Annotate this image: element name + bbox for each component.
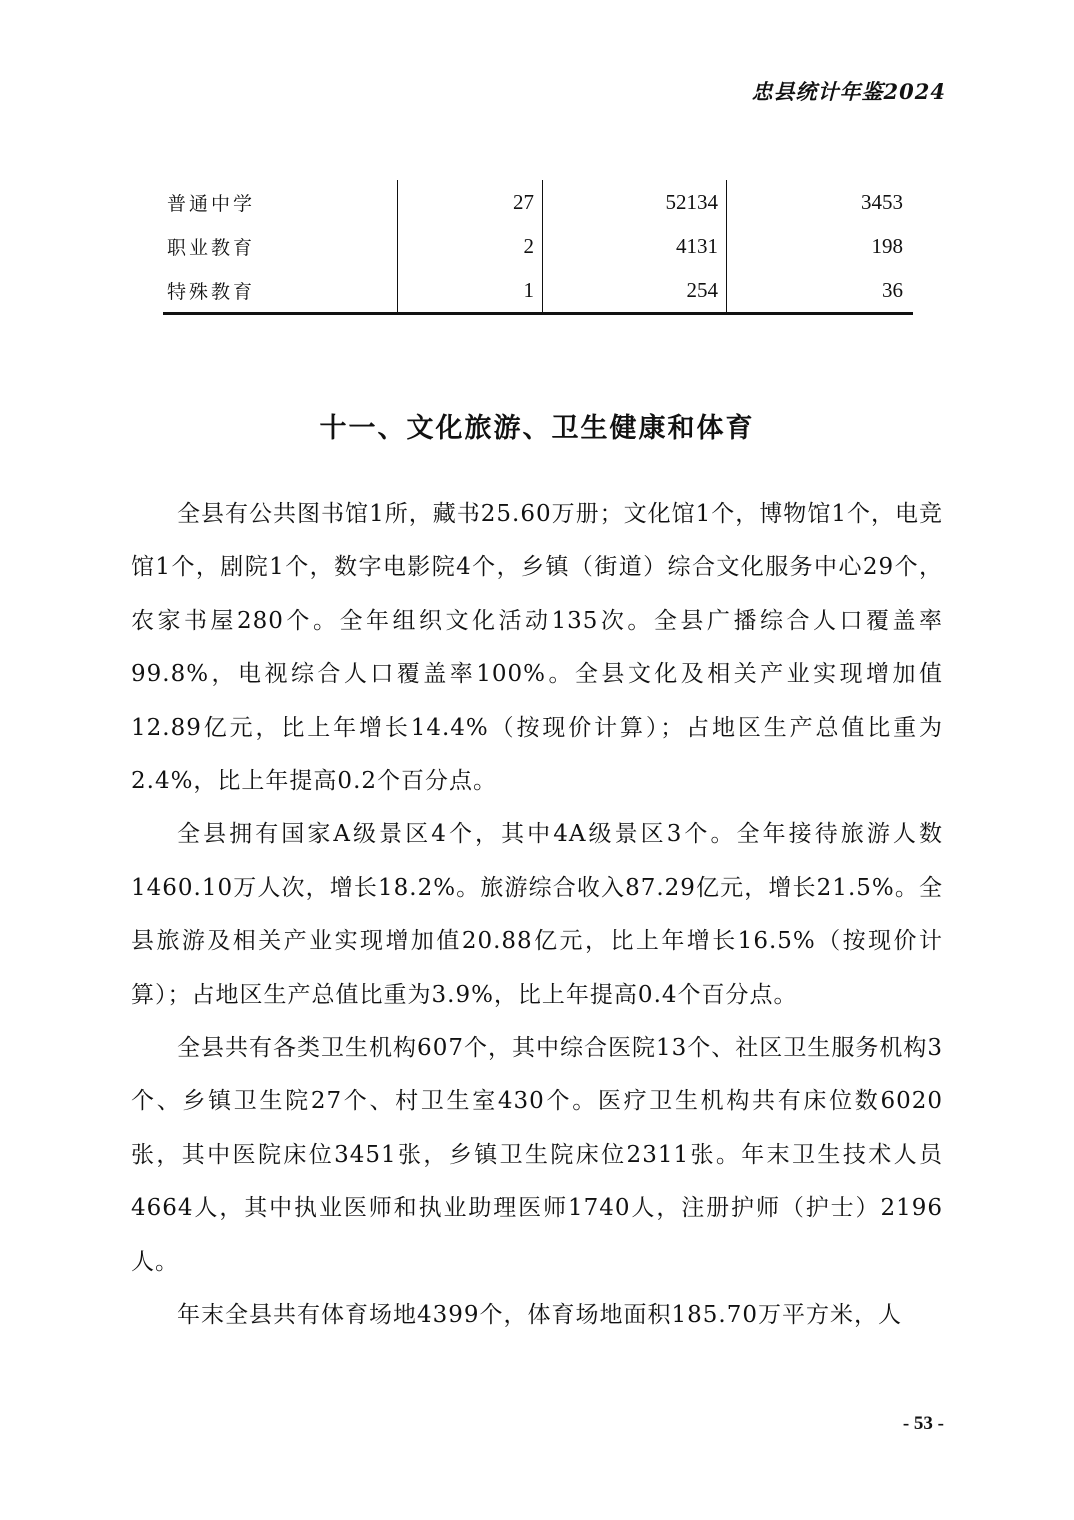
- table-cell: 254: [543, 268, 727, 314]
- table-cell: 2: [398, 224, 543, 268]
- section-heading: 十一、文化旅游、卫生健康和体育: [319, 413, 755, 445]
- table-cell: 1: [398, 268, 543, 314]
- education-stats-table: [163, 180, 913, 315]
- paragraph-tourism: 全县拥有国家A级景区4个，其中4A级景区3个。全年接待旅游人数1460.10万人次，增长18.2%。旅游综合收入87.29亿元，增长21.5%。全县旅游及相关产业实现增加值20.88亿元，比上年增长16.5%（按现价计算）；占地区生产总值比重为3.9%，比上年提高0.4个百分点。: [131, 821, 943, 1008]
- paragraph-culture: 全县有公共图书馆1所，藏书25.60万册；文化馆1个，博物馆1个，电竞馆1个，剧院1个，数字电影院4个，乡镇（街道）综合文化服务中心29个，农家书屋280个。全年组织文化活动135次。全县广播综合人口覆盖率99.8%，电视综合人口覆盖率100%。全县文化及相关产业实现增加值12.89亿元，比上年增长14.4%（按现价计算）；占地区生产总值比重为2.4%，比上年提高0.2个百分点。: [131, 501, 943, 795]
- table-row: [163, 180, 913, 224]
- table-row: [163, 224, 913, 268]
- table-cell: 198: [727, 224, 914, 268]
- page-number: - 53 -: [902, 1413, 944, 1434]
- row-label: 普通中学: [167, 192, 256, 215]
- paragraph-sports: 年末全县共有体育场地4399个，体育场地面积185.70万平方米，人: [177, 1302, 903, 1329]
- table-cell: 52134: [543, 180, 727, 224]
- table-cell: 3453: [727, 180, 914, 224]
- body-text: [131, 488, 943, 1343]
- paragraph-health: 全县共有各类卫生机构607个，其中综合医院13个、社区卫生服务机构3个、乡镇卫生院27个、村卫生室430个。医疗卫生机构共有床位数6020张，其中医院床位3451张，乡镇卫生院床位2311张。年末卫生技术人员4664人，其中执业医师和执业助理医师1740人，注册护师（护士）2196人。: [131, 1035, 943, 1275]
- table-cell: 27: [398, 180, 543, 224]
- row-label: 特殊教育: [167, 280, 256, 303]
- table-cell: 36: [727, 268, 914, 314]
- row-label: 职业教育: [167, 236, 256, 259]
- running-header-title: 忠县统计年鉴2024: [751, 79, 946, 104]
- table-row: [163, 268, 913, 314]
- table-cell: 4131: [543, 224, 727, 268]
